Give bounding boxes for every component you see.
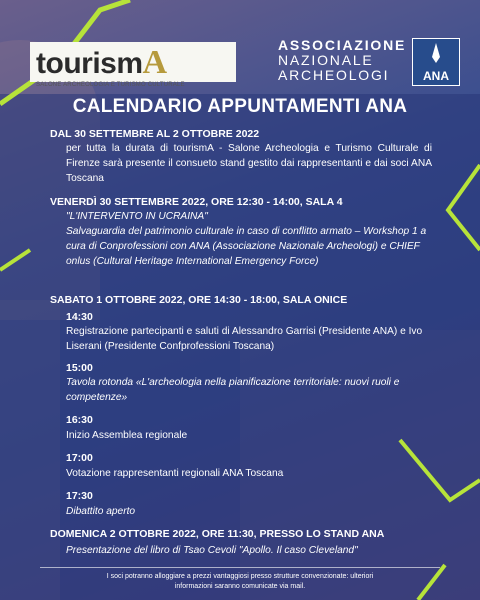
ana-badge-icon [413,39,459,69]
day1-text: Salvaguardia del patrimonio culturale in caso di conflitto armato – Workshop 1 a cura di Conprofessioni con ANA (Associazione Nazionale Archeologi) e CHIEF onlus (Cultural Heritage International Emergency Force) [66,226,427,267]
schedule-time: 16:30 [66,414,93,426]
footer-divider [40,567,440,568]
schedule-time: 17:00 [66,452,93,464]
schedule-time: 14:30 [66,311,93,323]
footer-line2: informazioni saranno comunicate via mail. [174,583,306,590]
ana-logo-line3: ARCHEOLOGI [278,67,390,83]
intro-heading: DAL 30 SETTEMBRE AL 2 OTTOBRE 2022 [50,128,260,140]
schedule-time: 15:00 [66,362,93,374]
day1-subtitle: "L'INTERVENTO IN UCRAINA" [66,211,208,222]
header [0,0,480,94]
schedule-text: Tavola rotonda «L'archeologia nella pianificazione territoriale: nuovi ruoli e competenze» [66,377,400,403]
schedule-text: Votazione rappresentanti regionali ANA Toscana [66,468,284,479]
tourism-logo-a: A [142,44,168,81]
schedule-text: Registrazione partecipanti e saluti di Alessandro Garrisi (Presidente ANA) e Ivo Liserani (Presidente Confprofessioni Toscana) [66,326,423,352]
ana-logo-line1: ASSOCIAZIONE [278,37,407,53]
ana-badge [412,38,460,86]
day1-heading: VENERDÌ 30 SETTEMBRE 2022, ORE 12:30 - 14:00, SALA 4 [50,196,343,208]
tourism-logo-tagline: SALONE ARCHEOLOGIA E TURISMO CULTURALE [36,82,185,88]
tourism-logo-word: tourism [36,47,143,80]
ana-logo [278,38,460,86]
ana-logo-line2: NAZIONALE [278,52,374,68]
schedule-text: Inizio Assemblea regionale [66,430,188,441]
day3-heading: DOMENICA 2 OTTOBRE 2022, ORE 11:30, PRESSO LO STAND ANA [50,528,385,540]
tourisma-logo [30,42,236,88]
day3-text: Presentazione del libro di Tsao Cevoli "Apollo. Il caso Cleveland" [66,545,358,556]
day2-heading: SABATO 1 OTTOBRE 2022, ORE 14:30 - 18:00, SALA ONICE [50,294,348,306]
schedule-time: 17:30 [66,490,93,502]
intro-text: per tutta la durata di tourismA - Salone Archeologia e Turismo Culturale di Firenze sarà presente il consueto stand gestito dai rappresentanti e dai soci ANA Toscana [66,143,432,184]
schedule-text: Dibattito aperto [66,506,136,517]
page-title: CALENDARIO APPUNTAMENTI ANA [72,96,408,117]
footer-line1: I soci potranno alloggiare a prezzi vantaggiosi presso strutture convenzionate: ulteriori [106,573,374,580]
ana-badge-label: ANA [423,69,449,83]
footer-note [0,572,480,592]
